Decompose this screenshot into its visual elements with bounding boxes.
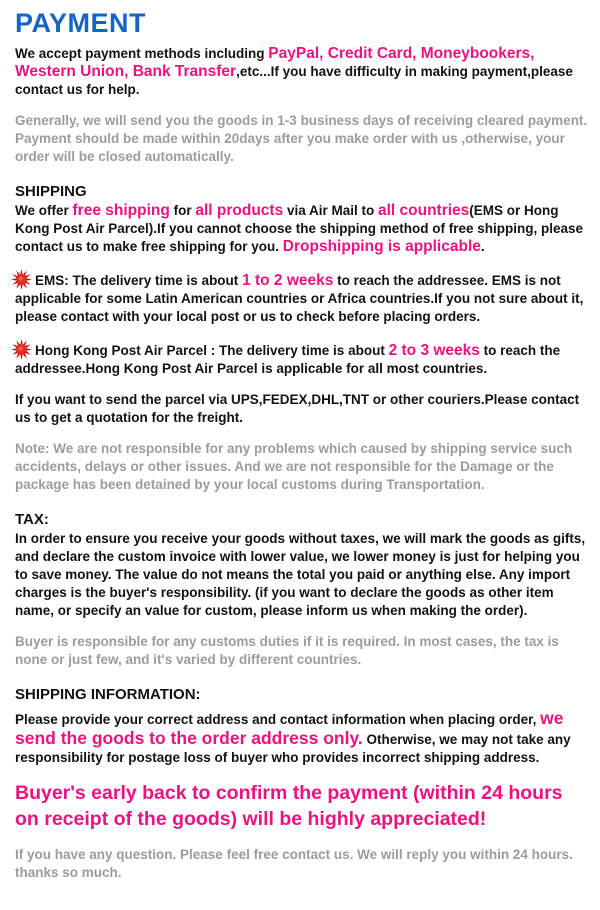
order-address-highlight: we send the goods to the order address only. bbox=[15, 708, 564, 748]
offer-text-2: for bbox=[169, 203, 196, 218]
ems-time-highlight: 1 to 2 weeks bbox=[242, 272, 334, 289]
free-shipping-highlight: free shipping bbox=[72, 202, 170, 219]
tax-body-paragraph: In order to ensure you receive your goods without taxes, we will mark the goods as gifts, and declare the custom invoice with lower value, we lower money is just for helping you to save money. The value do not means the total you paid or anything else. Any import charges is the buyer's responsibility. (if you want to declare the goods as other item name, or specify an value for custom, please inform us when making the order). bbox=[15, 531, 586, 618]
hongkong-time-highlight: 2 to 3 weeks bbox=[388, 342, 480, 359]
closing-note: If you have any question. Please feel free contact us. We will reply you within 24 hours. thanks so much. bbox=[15, 847, 573, 880]
address-text-2: Otherwise, we may not take any responsibility for postage loss of buyer who provides incorrect shipping address. bbox=[15, 732, 571, 765]
hongkong-post-paragraph bbox=[15, 339, 588, 378]
red-starburst-icon bbox=[11, 339, 32, 360]
shipping-disclaimer-note: Note: We are not responsible for any problems which caused by shipping service such accidents, delays or other issues. And we are not responsible for the Damage or the package has been detained by your local customs during Transportation. bbox=[15, 441, 573, 492]
tax-note: Buyer is responsible for any customs duties if it is required. In most cases, the tax is none or just few, and it's varied by different countries. bbox=[15, 634, 559, 667]
red-starburst-icon bbox=[11, 269, 32, 290]
offer-text-3: via Air Mail to bbox=[283, 203, 378, 218]
tax-section-title: TAX: bbox=[15, 511, 49, 528]
ems-paragraph bbox=[15, 269, 588, 326]
address-paragraph bbox=[15, 709, 588, 767]
shipping-offer-paragraph bbox=[15, 202, 588, 256]
payment-methods-highlight: PayPal, Credit Card, Moneybookers, Western Union, Bank Transfer bbox=[15, 45, 535, 80]
all-products-highlight: all products bbox=[195, 202, 284, 219]
all-countries-highlight: all countries bbox=[377, 202, 470, 219]
feedback-request-paragraph: Buyer's early back to confirm the payment (within 24 hours on receipt of the goods) will be highly appreciated! bbox=[15, 782, 563, 830]
hongkong-text-2: to reach the addressee.Hong Kong Post Air Parcel is applicable for all most countries. bbox=[15, 343, 561, 376]
offer-text-5: . bbox=[480, 239, 485, 254]
payment-intro-paragraph bbox=[15, 45, 588, 99]
payment-section-title: PAYMENT bbox=[15, 8, 147, 38]
dispatch-note: Generally, we will send you the goods in 1-3 business days of receiving cleared payment. Payment should be made within 20days after you make order with us ,otherwise, your order will be closed automatically. bbox=[15, 113, 588, 164]
ems-text-1: EMS: The delivery time is about bbox=[35, 273, 243, 288]
shipping-section-title: SHIPPING bbox=[15, 183, 87, 200]
offer-text-4: (EMS or Hong Kong Post Air Parcel).If you cannot choose the shipping method of free shipping, please contact us to make free shipping for you. bbox=[15, 203, 584, 254]
address-text-1: Please provide your correct address and contact information when placing order, bbox=[15, 712, 541, 727]
dropshipping-highlight: Dropshipping is applicable bbox=[282, 238, 481, 255]
offer-text-1: We offer bbox=[15, 203, 73, 218]
payment-intro-text: We accept payment methods including bbox=[15, 46, 269, 61]
ems-text-2: to reach the addressee. EMS is not applicable for some Latin American countries or Africa countries.If you not sure about it, please contact with your local post or us to check before placing orders. bbox=[15, 273, 584, 324]
payment-help-text: ,etc...If you have difficulty in making payment,please contact us for help. bbox=[15, 64, 573, 97]
couriers-paragraph: If you want to send the parcel via UPS,FEDEX,DHL,TNT or other couriers.Please contact us to get a quotation for the freight. bbox=[15, 392, 580, 425]
shipping-info-section-title: SHIPPING INFORMATION: bbox=[15, 686, 201, 703]
hongkong-text-1: Hong Kong Post Air Parcel : The delivery time is about bbox=[35, 343, 389, 358]
